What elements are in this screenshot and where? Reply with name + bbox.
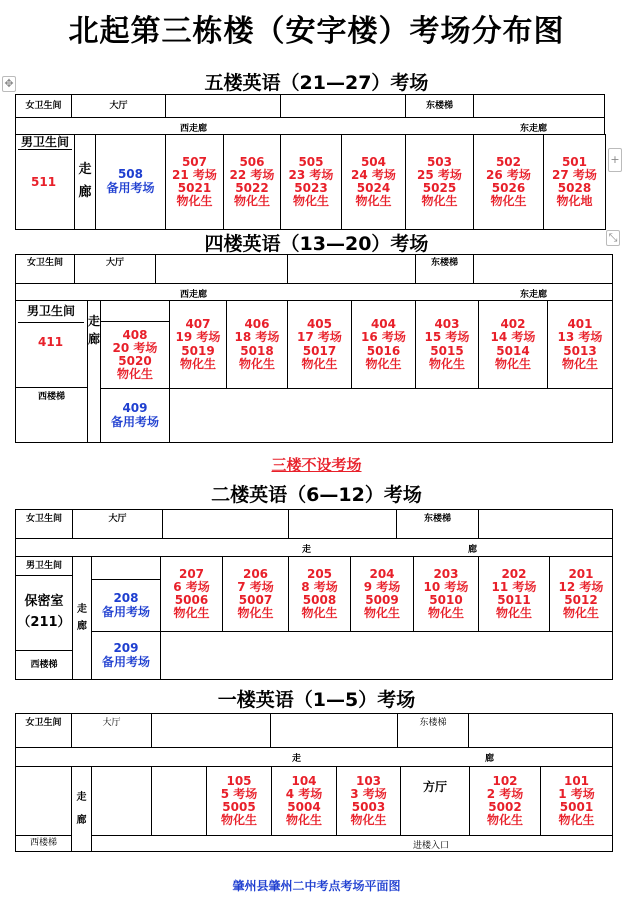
corridor-zou: 走 bbox=[88, 314, 101, 328]
subject: 物化生 bbox=[285, 813, 322, 828]
subject: 物化生 bbox=[237, 606, 274, 621]
room-number: 409 bbox=[122, 400, 148, 415]
exam-code: 5023 bbox=[294, 181, 328, 195]
room-label: 备用考场 bbox=[110, 414, 159, 429]
subject: 物化生 bbox=[562, 606, 599, 621]
subject: 物化生 bbox=[494, 356, 531, 371]
secret-room bbox=[15, 575, 73, 651]
hall: 大厅 bbox=[72, 509, 163, 539]
subject: 物化生 bbox=[233, 194, 270, 209]
east-stairs: 东楼梯 bbox=[405, 94, 474, 118]
blank-cell bbox=[280, 94, 406, 118]
room-number: 105 bbox=[226, 773, 252, 788]
exam-code: 5011 bbox=[497, 593, 531, 607]
exam-room bbox=[341, 134, 406, 230]
exam-code: 5026 bbox=[491, 181, 526, 195]
subject: 物化生 bbox=[363, 606, 400, 621]
spare-room-208 bbox=[91, 579, 161, 632]
room-label: 备用考场 bbox=[106, 181, 155, 195]
male-wc: 男卫生间 bbox=[18, 302, 84, 323]
room-number: 401 bbox=[567, 317, 593, 332]
exam-code: 5021 bbox=[177, 181, 212, 195]
exam-room-label: 19 考场 bbox=[175, 330, 221, 345]
room-number: 505 bbox=[298, 154, 324, 169]
room-number: 206 bbox=[242, 566, 269, 581]
exam-room-label: 8 考场 bbox=[301, 579, 338, 594]
exam-room-label: 6 考场 bbox=[173, 579, 210, 594]
exam-room bbox=[287, 300, 352, 389]
entrance-row bbox=[91, 835, 613, 852]
exam-room-label: 10 考场 bbox=[423, 579, 469, 594]
entrance: 进楼入口 bbox=[413, 841, 450, 851]
exam-room bbox=[415, 300, 479, 389]
room-number: 203 bbox=[433, 566, 459, 581]
male-wc: 男卫生间 bbox=[15, 556, 73, 576]
room-number: 204 bbox=[369, 566, 395, 581]
exam-room-label: 3 考场 bbox=[350, 786, 387, 801]
subject: 物化生 bbox=[495, 606, 532, 621]
exam-code: 5002 bbox=[488, 800, 522, 814]
exam-room bbox=[540, 766, 613, 836]
blank-cell bbox=[91, 766, 152, 836]
subject: 物化生 bbox=[173, 606, 210, 621]
exam-code: 5006 bbox=[174, 593, 209, 607]
blank-cell bbox=[165, 94, 281, 118]
exam-room-label: 24 考场 bbox=[351, 167, 396, 182]
room-number: 405 bbox=[306, 317, 333, 332]
room-number: 504 bbox=[360, 154, 387, 169]
room-number: 406 bbox=[244, 317, 270, 332]
room-number: 402 bbox=[500, 317, 526, 332]
blank-cell bbox=[15, 766, 72, 836]
room-511: 511 bbox=[31, 175, 57, 189]
exam-room-label: 12 考场 bbox=[558, 579, 604, 594]
room-number: 403 bbox=[434, 317, 460, 332]
subject: 物化生 bbox=[350, 813, 387, 828]
blank-cell bbox=[169, 388, 613, 443]
corridor-zou: 走 bbox=[302, 545, 312, 555]
exam-room-label: 22 考场 bbox=[229, 167, 275, 182]
west-corridor: 西走廊 bbox=[180, 124, 208, 134]
footer-caption: 肇州县肇州二中考点考场平面图 bbox=[232, 879, 401, 893]
blank-cell bbox=[151, 713, 271, 748]
subject: 物化生 bbox=[179, 356, 216, 371]
east-corridor: 东走廊 bbox=[520, 124, 548, 134]
hall: 大厅 bbox=[74, 254, 156, 284]
room-number: 202 bbox=[501, 566, 527, 581]
subject: 物化生 bbox=[561, 356, 598, 371]
secret-room-num: （211） bbox=[17, 615, 71, 630]
exam-code: 5009 bbox=[365, 593, 399, 607]
room-number: 407 bbox=[185, 317, 211, 332]
exam-code: 5019 bbox=[181, 343, 215, 358]
exam-room bbox=[271, 766, 337, 836]
exam-code: 5010 bbox=[429, 593, 463, 607]
exam-room-label: 7 考场 bbox=[237, 579, 274, 594]
exam-code: 5014 bbox=[496, 343, 530, 358]
exam-room-label: 21 考场 bbox=[172, 167, 217, 182]
secret-room-name: 保密室 bbox=[24, 594, 64, 610]
corridor-lang: 廊 bbox=[468, 545, 478, 555]
blank-cell bbox=[155, 254, 288, 284]
subject: 物化生 bbox=[176, 194, 213, 209]
exam-room bbox=[547, 300, 613, 389]
exam-room-label: 5 考场 bbox=[220, 786, 258, 801]
exam-room bbox=[165, 134, 224, 230]
male-wc: 男卫生间 bbox=[18, 136, 72, 150]
room-number: 102 bbox=[492, 773, 518, 788]
corridor-zou: 走 bbox=[77, 603, 87, 615]
exam-room bbox=[160, 556, 223, 632]
exam-room-label: 1 考场 bbox=[558, 786, 595, 801]
exam-room bbox=[473, 134, 544, 230]
exam-room bbox=[543, 134, 606, 230]
exam-code: 5028 bbox=[557, 181, 592, 195]
subject: 物化生 bbox=[220, 813, 257, 828]
subject: 物化生 bbox=[427, 606, 464, 621]
room-number: 508 bbox=[117, 167, 144, 182]
exam-room bbox=[469, 766, 541, 836]
exam-code: 5012 bbox=[564, 593, 598, 607]
exam-room-label: 11 考场 bbox=[491, 579, 537, 594]
west-stairs: 西楼梯 bbox=[15, 650, 73, 680]
spare-room-409 bbox=[100, 388, 170, 443]
female-wc: 女卫生间 bbox=[15, 713, 72, 748]
exam-room bbox=[169, 300, 227, 389]
room-number: 507 bbox=[181, 154, 208, 169]
corridor-vertical bbox=[74, 134, 96, 230]
exam-code: 5001 bbox=[559, 800, 594, 814]
exam-code: 5025 bbox=[422, 181, 457, 195]
hall: 大厅 bbox=[71, 713, 152, 748]
blank-cell bbox=[151, 766, 207, 836]
exam-room-label: 13 考场 bbox=[557, 330, 603, 345]
subject: 物化生 bbox=[421, 194, 458, 209]
blank-cell bbox=[288, 509, 397, 539]
exam-code: 5018 bbox=[240, 343, 274, 358]
room-411: 411 bbox=[38, 335, 64, 349]
exam-room bbox=[226, 300, 288, 389]
room-label: 备用考场 bbox=[101, 604, 150, 619]
subject: 物化生 bbox=[238, 356, 275, 371]
corridor-lang: 廊 bbox=[76, 815, 87, 826]
female-wc: 女卫生间 bbox=[15, 254, 75, 284]
room-number: 408 bbox=[122, 327, 148, 342]
corridor-vertical bbox=[87, 300, 101, 443]
room-number: 201 bbox=[568, 566, 594, 581]
room-number: 205 bbox=[306, 566, 333, 581]
exam-room-label: 17 考场 bbox=[297, 330, 342, 345]
blank-cell bbox=[162, 509, 289, 539]
corridor-lang: 廊 bbox=[485, 754, 495, 764]
room-408 bbox=[100, 321, 170, 389]
blank-cell bbox=[160, 631, 613, 680]
exam-room bbox=[350, 556, 414, 632]
subject: 物化生 bbox=[490, 194, 527, 209]
blank-cell bbox=[100, 300, 170, 322]
page-title: 北起第三栋楼（安字楼）考场分布图 bbox=[68, 14, 565, 49]
corridor-lang: 廊 bbox=[78, 185, 92, 200]
exam-room-label: 15 考场 bbox=[424, 330, 470, 345]
room-number: 104 bbox=[291, 773, 317, 788]
corridor-row bbox=[15, 538, 613, 557]
east-stairs: 东楼梯 bbox=[396, 509, 479, 539]
room-number: 501 bbox=[561, 154, 588, 169]
subject: 物化生 bbox=[116, 367, 153, 382]
square-hall: 方厅 bbox=[400, 766, 470, 836]
female-wc: 女卫生间 bbox=[15, 509, 73, 539]
blank-cell bbox=[270, 713, 398, 748]
corridor-lang: 廊 bbox=[77, 621, 87, 632]
blank-cell bbox=[473, 254, 613, 284]
room-number: 103 bbox=[355, 773, 382, 788]
corridor-zou: 走 bbox=[76, 791, 87, 803]
exam-code: 5004 bbox=[287, 800, 321, 814]
subject: 物化生 bbox=[301, 356, 338, 371]
exam-room-label: 9 考场 bbox=[363, 579, 401, 594]
table-move-handle-icon[interactable]: ✥ bbox=[2, 76, 16, 92]
spare-room-209 bbox=[91, 631, 161, 680]
exam-room bbox=[222, 556, 289, 632]
corridor-row bbox=[15, 117, 605, 135]
exam-room bbox=[478, 556, 550, 632]
exam-room bbox=[288, 556, 351, 632]
exam-room bbox=[280, 134, 342, 230]
east-corridor: 东走廊 bbox=[520, 290, 548, 300]
add-column-icon[interactable]: + bbox=[608, 148, 622, 172]
room-number: 506 bbox=[239, 154, 265, 169]
west-corridor: 西走廊 bbox=[180, 290, 208, 300]
exam-code: 5024 bbox=[356, 181, 391, 195]
room-number: 101 bbox=[563, 773, 590, 788]
hall: 大厅 bbox=[71, 94, 166, 118]
floor5-title: 五楼英语（21—27）考场 bbox=[204, 72, 429, 94]
room-number: 207 bbox=[178, 566, 205, 581]
exam-room bbox=[478, 300, 548, 389]
floor2-title: 二楼英语（6—12）考场 bbox=[211, 484, 422, 506]
corridor-zou: 走 bbox=[78, 162, 92, 178]
exam-room: 20 考场 bbox=[112, 340, 158, 355]
spare-room-508 bbox=[95, 134, 166, 230]
corridor-lang: 廊 bbox=[88, 331, 101, 346]
exam-code: 5016 bbox=[366, 343, 401, 358]
exam-room bbox=[413, 556, 479, 632]
room-number: 404 bbox=[370, 317, 397, 332]
subject: 物化生 bbox=[428, 356, 465, 371]
blank-cell bbox=[478, 509, 613, 539]
west-stairs: 西楼梯 bbox=[15, 387, 88, 443]
exam-code: 5003 bbox=[351, 800, 386, 814]
exam-room-label: 14 考场 bbox=[490, 330, 536, 345]
female-wc: 女卫生间 bbox=[15, 94, 72, 118]
exam-code: 5008 bbox=[302, 593, 337, 607]
corridor-zou: 走 bbox=[292, 754, 302, 764]
exam-room bbox=[223, 134, 281, 230]
exam-code: 5022 bbox=[235, 181, 269, 195]
table-resize-handle-icon[interactable]: ⤡ bbox=[606, 230, 620, 246]
exam-room bbox=[549, 556, 613, 632]
corridor-vertical bbox=[72, 556, 92, 680]
blank-cell bbox=[468, 713, 613, 748]
subject: 物化生 bbox=[301, 606, 338, 621]
exam-code: 5017 bbox=[302, 343, 337, 358]
exam-room-label: 2 考场 bbox=[486, 786, 524, 801]
room-number: 208 bbox=[113, 590, 139, 605]
exam-room bbox=[351, 300, 416, 389]
room-label: 备用考场 bbox=[101, 654, 150, 669]
east-stairs: 东楼梯 bbox=[415, 254, 474, 284]
exam-room bbox=[336, 766, 401, 836]
exam-room-label: 16 考场 bbox=[361, 330, 406, 345]
exam-room-label: 26 考场 bbox=[486, 167, 531, 182]
exam-room-label: 25 考场 bbox=[417, 167, 462, 182]
exam-code: 5007 bbox=[238, 593, 273, 607]
floor4-title: 四楼英语（13—20）考场 bbox=[204, 233, 429, 255]
exam-code: 5005 bbox=[222, 800, 256, 814]
west-stairs: 西楼梯 bbox=[15, 835, 72, 852]
subject: 物化生 bbox=[365, 356, 402, 371]
room-number: 502 bbox=[495, 154, 522, 169]
subject: 物化生 bbox=[292, 194, 329, 209]
floor1-title: 一楼英语（1—5）考场 bbox=[217, 689, 416, 711]
corridor-vertical bbox=[71, 766, 92, 852]
exam-room-label: 4 考场 bbox=[285, 786, 323, 801]
corridor-row bbox=[15, 747, 613, 767]
room-number: 209 bbox=[113, 640, 139, 655]
room-number: 503 bbox=[426, 154, 453, 169]
blank-cell bbox=[287, 254, 416, 284]
subject: 物化生 bbox=[558, 813, 595, 828]
subject: 物化地 bbox=[556, 194, 593, 209]
exam-room-label: 18 考场 bbox=[234, 330, 280, 345]
exam-room-label: 27 考场 bbox=[552, 167, 597, 182]
exam-room bbox=[206, 766, 272, 836]
exam-code: 5013 bbox=[563, 343, 597, 358]
floor3-note: 三楼不设考场 bbox=[271, 456, 362, 474]
exam-room-label: 23 考场 bbox=[288, 167, 334, 182]
exam-code: 5015 bbox=[430, 343, 464, 358]
subject: 物化生 bbox=[355, 194, 392, 209]
exam-code: 5020 bbox=[118, 354, 152, 368]
east-stairs: 东楼梯 bbox=[397, 713, 469, 748]
subject: 物化生 bbox=[486, 813, 523, 828]
exam-room bbox=[405, 134, 474, 230]
blank-cell bbox=[473, 94, 605, 118]
blank-cell bbox=[91, 556, 161, 580]
